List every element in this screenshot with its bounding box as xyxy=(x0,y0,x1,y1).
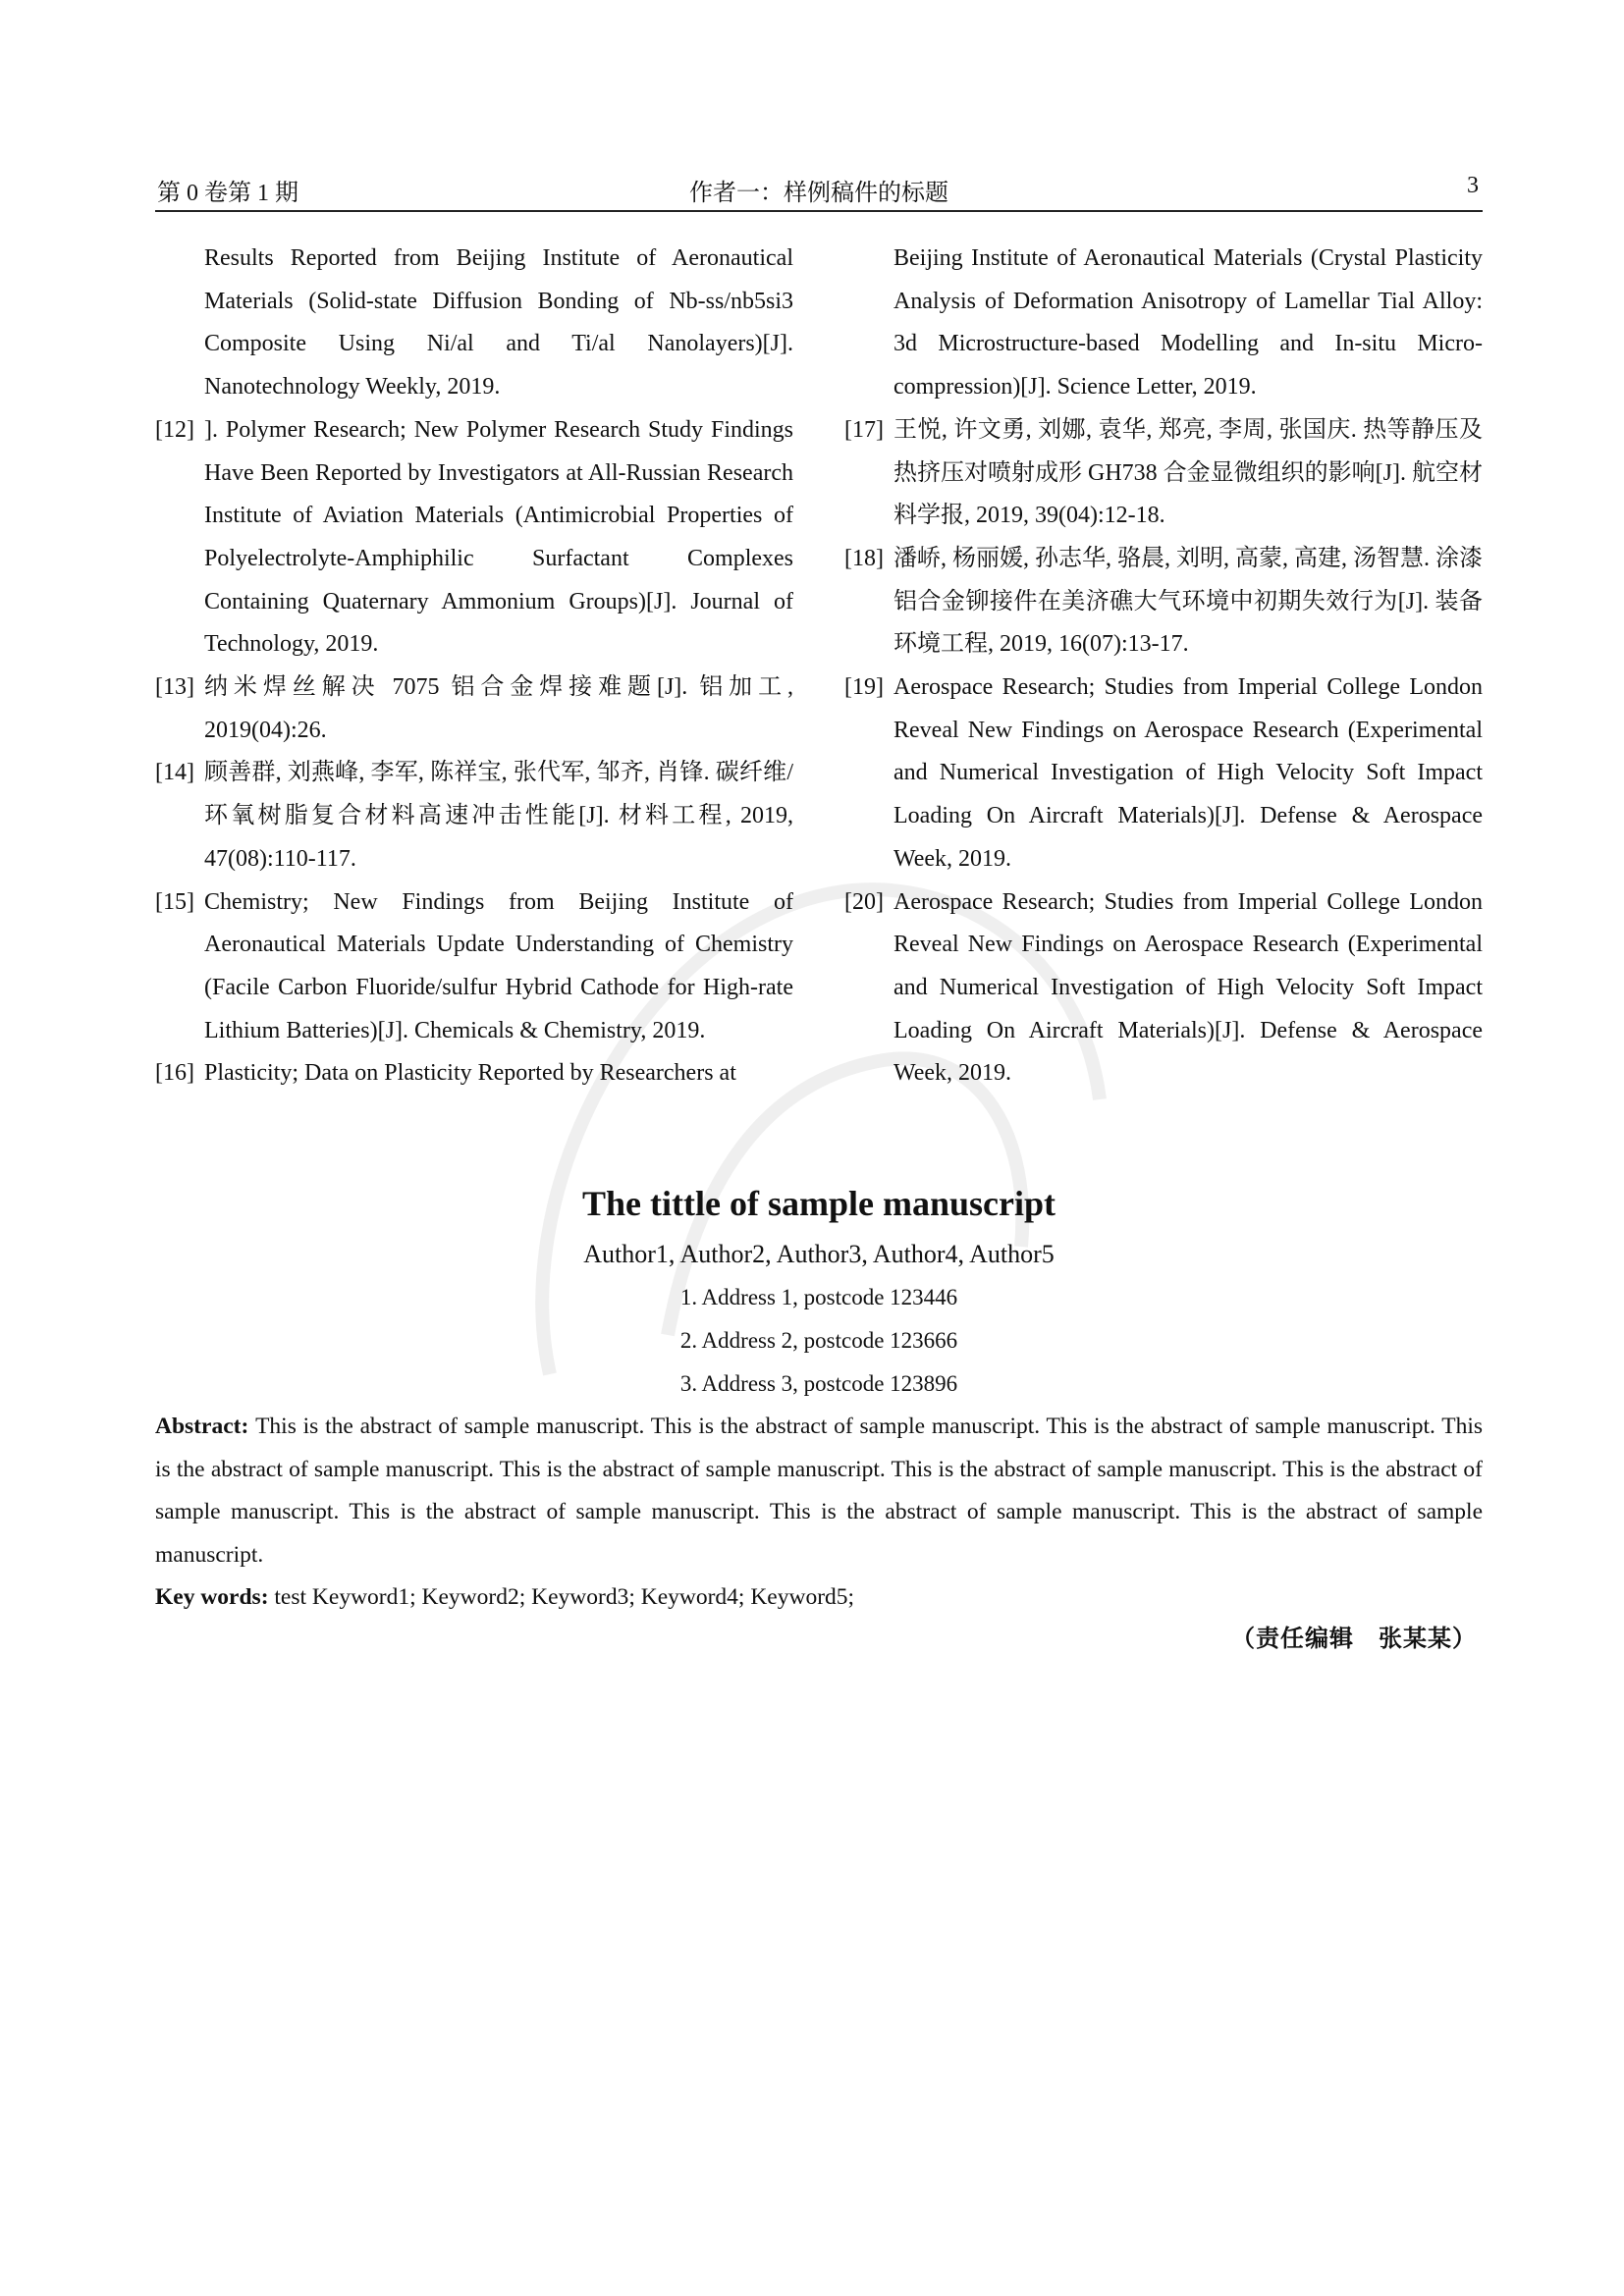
reference-item xyxy=(155,1052,793,1095)
address-line: 2. Address 2, postcode 123666 xyxy=(679,1328,958,1353)
reference-item xyxy=(155,238,793,409)
reference-text: Aerospace Research; Studies from Imperial College London Reveal New Findings on Aerospace Research (Experimental and Numerical Investigation of High Velocity Soft Impact Loading On Aircraft Materials)[J]. Defense & Aerospace Week, 2019. xyxy=(893,674,1483,872)
reference-item xyxy=(844,667,1483,881)
reference-number: [14] xyxy=(155,760,194,786)
reference-text: Plasticity; Data on Plasticity Reported by Researchers at xyxy=(204,1060,736,1087)
reference-number: [13] xyxy=(155,674,194,701)
reference-number: [19] xyxy=(844,674,884,701)
reference-number: [20] xyxy=(844,888,884,915)
reference-item xyxy=(844,238,1483,409)
references-right-column xyxy=(844,238,1483,1095)
english-title: The tittle of sample manuscript xyxy=(582,1184,1056,1223)
reference-item xyxy=(155,667,793,752)
reference-text: 顾善群, 刘燕峰, 李军, 陈祥宝, 张代军, 邹齐, 肖锋. 碳纤维/环氧树脂复合材料高速冲击性能[J]. 材料工程, 2019, 47(08):110-117. xyxy=(204,760,793,872)
keywords-label: Key words: xyxy=(155,1584,275,1610)
journal-issue: 第 0 卷第 1 期 xyxy=(157,181,298,206)
page-number: 3 xyxy=(1467,173,1479,198)
reference-number: [16] xyxy=(155,1060,194,1087)
reference-number xyxy=(155,238,204,409)
keywords-line xyxy=(155,1576,1483,1620)
reference-number: [18] xyxy=(844,545,884,571)
abstract-text: This is the abstract of sample manuscript. This is the abstract of sample manuscript. This is the abstract of sample manuscript. This is the abstract of sample manuscript. This is the abstract of sample manuscript. This is the abstract of sample manuscript. This is the abstract of sample manuscript. This is the abstract of sample manuscript. This is the abstract of sample manuscript. This is the abstract of sample manuscript. xyxy=(155,1414,1483,1568)
reference-item xyxy=(844,881,1483,1096)
responsible-editor: （责任编辑 张某某） xyxy=(1231,1627,1477,1652)
reference-text: ]. Polymer Research; New Polymer Research Study Findings Have Been Reported by Investigators at All-Russian Research Institute of Aviation Materials (Antimicrobial Properties of Polyelectrolyte-Amphiphilic Surfactant Complexes Containing Quaternary Ammonium Groups)[J]. Journal of Technology, 2019. xyxy=(204,416,793,658)
reference-item xyxy=(844,409,1483,538)
address-line: 1. Address 1, postcode 123446 xyxy=(679,1285,958,1309)
abstract-label: Abstract: xyxy=(155,1414,256,1439)
reference-text: 潘峤, 杨丽媛, 孙志华, 骆晨, 刘明, 高蒙, 高建, 汤智慧. 涂漆铝合金铆接件在美济礁大气环境中初期失效行为[J]. 装备环境工程, 2019, 16(07):13-17. xyxy=(893,545,1483,658)
address-line: 3. Address 3, postcode 123896 xyxy=(679,1371,958,1396)
reference-text: Results Reported from Beijing Institute of Aeronautical Materials (Solid-state Diffusion Bonding of Nb-ss/nb5si3 Composite Using Ni/al and Ti/al Nanolayers)[J]. Nanotechnology Weekly, 2019. xyxy=(204,245,793,400)
reference-item xyxy=(155,881,793,1053)
author-list: Author1, Author2, Author3, Author4, Author5 xyxy=(583,1240,1055,1268)
reference-item xyxy=(844,538,1483,667)
abstract-paragraph xyxy=(155,1406,1483,1576)
reference-item xyxy=(155,752,793,881)
reference-text: Chemistry; New Findings from Beijing Institute of Aeronautical Materials Update Understanding of Chemistry (Facile Carbon Fluoride/sulfur Hybrid Cathode for High-rate Lithium Batteries)[J]. Chemicals & Chemistry, 2019. xyxy=(204,888,793,1043)
reference-number xyxy=(844,238,893,409)
reference-number: [12] xyxy=(155,416,194,443)
running-header xyxy=(155,169,1483,212)
reference-text: 王悦, 许文勇, 刘娜, 袁华, 郑亮, 李周, 张国庆. 热等静压及热挤压对喷射成形 GH738 合金显微组织的影响[J]. 航空材料学报, 2019, 39(04):12-18. xyxy=(893,416,1483,529)
reference-text: 纳米焊丝解决 7075 铝合金焊接难题[J]. 铝加工, 2019(04):26. xyxy=(204,674,793,743)
reference-text: Beijing Institute of Aeronautical Materials (Crystal Plasticity Analysis of Deformation Anisotropy of Lamellar Tial Alloy: 3d Microstructure-based Modelling and In-situ Micro-compression)[J]. Science Letter, 2019. xyxy=(893,245,1483,400)
running-title: 作者一：样例稿件的标题 xyxy=(689,181,948,206)
reference-item xyxy=(155,409,793,667)
reference-text: Aerospace Research; Studies from Imperial College London Reveal New Findings on Aerospace Research (Experimental and Numerical Investigation of High Velocity Soft Impact Loading On Aircraft Materials)[J]. Defense & Aerospace Week, 2019. xyxy=(893,888,1483,1087)
reference-number: [17] xyxy=(844,416,884,443)
keywords-text: test Keyword1; Keyword2; Keyword3; Keyword4; Keyword5; xyxy=(274,1584,855,1610)
references-left-column xyxy=(155,238,793,1095)
reference-number: [15] xyxy=(155,888,194,915)
